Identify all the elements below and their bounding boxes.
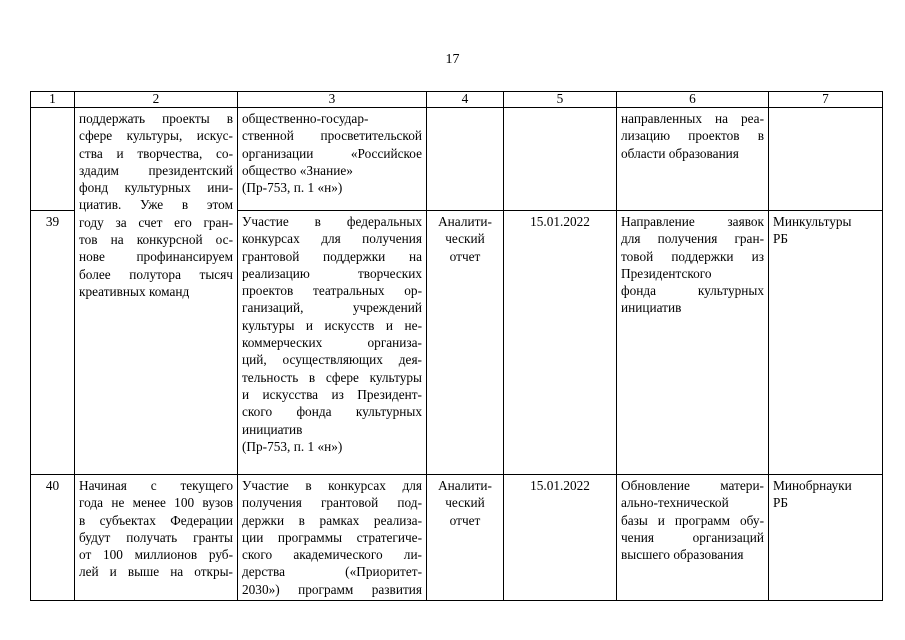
goal-text-cell	[75, 475, 238, 601]
result-text-cell	[617, 475, 769, 601]
result-text-cell	[617, 211, 769, 475]
text-line: нове профинансируем	[79, 249, 233, 265]
text-line: инициатив	[621, 300, 682, 316]
text-line: ческий	[445, 231, 485, 247]
text-line: ческий	[445, 495, 485, 511]
text-line: от 100 миллионов руб-	[79, 547, 233, 563]
text-line: циатив. Уже в этом	[79, 197, 233, 213]
text-line: Участие в конкурсах для	[242, 478, 422, 493]
text-line: направленных на реа-	[621, 111, 764, 126]
row-number-cell	[31, 108, 75, 211]
text-line: Аналити-	[438, 478, 492, 493]
deadline-cell: 15.01.2022	[504, 211, 617, 475]
text-line: ганизаций, учреждений	[242, 300, 422, 316]
text-line: коммерческих организа-	[242, 335, 422, 351]
plan-table	[30, 91, 883, 601]
text-line: конкурсах для получения	[242, 231, 422, 247]
text-line: товой поддержки из	[621, 248, 764, 264]
report-form-cell	[427, 108, 504, 211]
text-line: и искусства из Президент-	[242, 386, 422, 402]
text-line: культуры и искусств и не-	[242, 317, 422, 333]
text-line: общество «Знание»	[242, 162, 353, 178]
text-line: общественно-государ-	[242, 111, 369, 126]
text-line: Участие в федеральных	[242, 214, 422, 229]
text-line: фонд культурных ини-	[79, 180, 233, 196]
text-line: проектов театральных ор-	[242, 283, 422, 299]
deadline-cell: 15.01.2022	[504, 475, 617, 601]
text-line: года не менее 100 вузов	[79, 495, 233, 511]
text-line: дерства («Приоритет-	[242, 564, 422, 580]
text-line: фонда культурных	[621, 283, 764, 299]
header-cell: 3	[238, 92, 427, 108]
text-line: ского академического ли-	[242, 547, 422, 563]
text-line: (Пр-753, п. 1 «н»)	[242, 438, 343, 454]
text-line: реализацию творческих	[242, 265, 422, 281]
text-line: тов на конкурсной ос-	[79, 232, 233, 248]
report-form-cell	[427, 475, 504, 601]
text-line: организации «Российское	[242, 145, 422, 161]
text-line: грантовой поддержки на	[242, 248, 422, 264]
text-line: Минкультуры	[773, 214, 852, 229]
text-line: ций, осуществляющих дея-	[242, 352, 422, 368]
text-line: РБ	[773, 495, 789, 511]
header-cell: 4	[427, 92, 504, 108]
measure-text-cell	[238, 475, 427, 601]
text-line: ально-технической	[621, 495, 729, 511]
text-line: ства и творчества, со-	[79, 145, 233, 161]
text-line: чения организаций	[621, 529, 764, 545]
text-line: Начиная с текущего	[79, 478, 233, 493]
text-line: Обновление матери-	[621, 478, 764, 493]
text-line: лей и выше на откры-	[79, 564, 233, 580]
report-form-cell	[427, 211, 504, 475]
text-line: области образования	[621, 145, 739, 161]
text-line: лизацию проектов в	[621, 128, 764, 144]
table-row-continued	[31, 108, 883, 211]
measure-text-cell	[238, 108, 427, 211]
text-line: поддержать проекты в	[79, 111, 233, 126]
table-header-row	[31, 92, 883, 108]
header-cell: 2	[75, 92, 238, 108]
text-line: РБ	[773, 231, 789, 247]
text-line: Минобрнауки	[773, 478, 852, 493]
text-line: более полутора тысяч	[79, 266, 233, 282]
responsible-cell	[769, 108, 883, 211]
text-line: базы и программ обу-	[621, 512, 764, 528]
text-line: ции программы стратегиче-	[242, 529, 422, 545]
text-line: Направление заявок	[621, 214, 764, 229]
text-line: креативных команд	[79, 283, 190, 299]
text-line: 2030») программ развития	[242, 581, 422, 597]
result-text-cell	[617, 108, 769, 211]
row-number-cell: 40	[31, 475, 75, 601]
text-line: Президентского	[621, 265, 712, 281]
text-line: сфере культуры, искус-	[79, 128, 233, 144]
text-line: (Пр-753, п. 1 «н»)	[242, 180, 343, 196]
page-number: 17	[445, 52, 460, 67]
text-line: ственной просветительской	[242, 128, 422, 144]
text-line: высшего образования	[621, 547, 744, 563]
text-line: отчет	[449, 248, 481, 264]
deadline-cell	[504, 108, 617, 211]
header-cell: 7	[769, 92, 883, 108]
header-cell: 1	[31, 92, 75, 108]
text-line: будут получать гранты	[79, 529, 233, 545]
text-line: держки в рамках реализа-	[242, 512, 422, 528]
text-line: ского фонда культурных	[242, 404, 422, 420]
text-line: тельность в сфере культуры	[242, 369, 422, 385]
measure-text-cell	[238, 211, 427, 475]
text-line: для получения гран-	[621, 231, 764, 247]
row-number-cell: 39	[31, 211, 75, 475]
text-line: в субъектах Федерации	[79, 512, 233, 528]
text-line: Аналити-	[438, 214, 492, 229]
text-line: отчет	[449, 512, 481, 528]
responsible-cell	[769, 211, 883, 475]
header-cell: 5	[504, 92, 617, 108]
table-row	[31, 475, 883, 601]
goal-text-cell	[75, 108, 238, 475]
text-line: инициатив	[242, 421, 303, 437]
text-line: году за счет его гран-	[79, 214, 233, 230]
text-line: здадим президентский	[79, 162, 233, 178]
responsible-cell	[769, 475, 883, 601]
text-line: получения грантовой под-	[242, 495, 422, 511]
header-cell: 6	[617, 92, 769, 108]
